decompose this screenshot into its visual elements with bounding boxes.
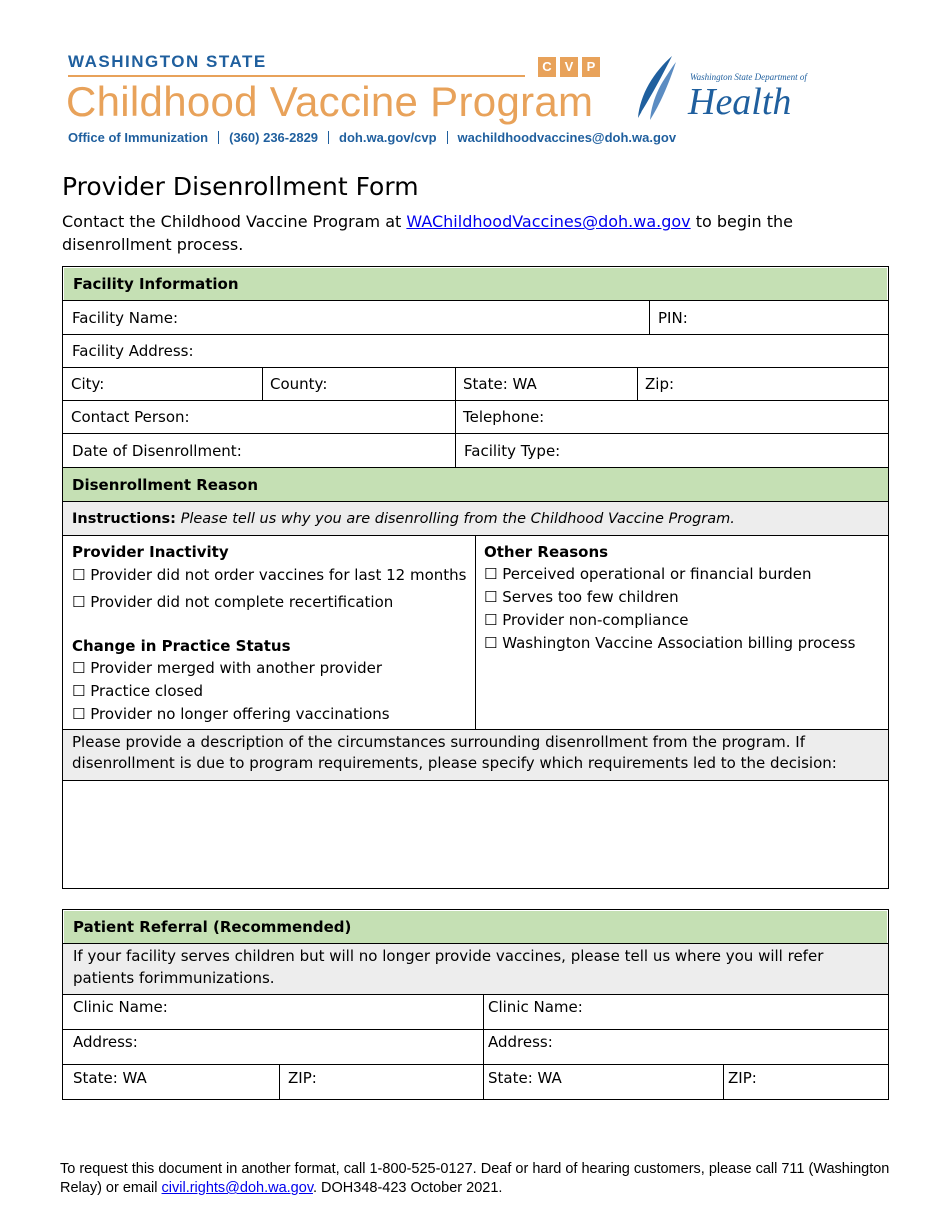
doh-health-wordmark: Health — [688, 81, 792, 123]
referral-note: If your facility serves children but will no longer provide vaccines, please tell us where you will refer patients forimmunizations. — [63, 944, 888, 994]
clinic-name-field-1[interactable]: Clinic Name: — [73, 998, 168, 1016]
page-title: Provider Disenrollment Form — [62, 172, 419, 201]
doh-subtitle: Washington State Department of — [690, 72, 807, 82]
clinic-address-field-2[interactable]: Address: — [488, 1033, 553, 1051]
facility-type-field[interactable]: Facility Type: — [464, 441, 561, 460]
pin-field[interactable]: PIN: — [658, 308, 688, 327]
badge-letter-p: P — [582, 57, 600, 77]
office-name: Office of Immunization — [68, 130, 209, 145]
checkbox-icon[interactable]: ☐ — [72, 593, 86, 611]
checkbox-no-orders[interactable]: ☐ Provider did not order vaccines for last 12 months — [72, 566, 467, 584]
telephone-field[interactable]: Telephone: — [463, 408, 545, 426]
description-prompt: Please provide a description of the circumstances surrounding disenrollment from the program. If disenrollment is due to program requirements, please specify which requirements led to the decision: — [63, 730, 888, 780]
office-website: doh.wa.gov/cvp — [339, 130, 437, 145]
checkbox-merged[interactable]: ☐ Provider merged with another provider — [72, 659, 383, 677]
civil-rights-email-link[interactable]: civil.rights@doh.wa.gov — [161, 1180, 313, 1196]
checkbox-icon[interactable]: ☐ — [484, 634, 498, 652]
facility-name-field[interactable]: Facility Name: — [72, 308, 179, 327]
clinic-zip-field-2[interactable]: ZIP: — [728, 1069, 757, 1087]
checkbox-icon[interactable]: ☐ — [484, 611, 498, 629]
program-email-link[interactable]: WAChildhoodVaccines@doh.wa.gov — [406, 212, 691, 231]
contact-line — [68, 130, 676, 145]
disenrollment-date-field[interactable]: Date of Disenrollment: — [72, 441, 242, 460]
city-field[interactable]: City: — [71, 375, 105, 393]
program-title: Childhood Vaccine Program — [66, 78, 594, 125]
state-field[interactable]: State: WA — [463, 375, 537, 393]
reason-heading: Disenrollment Reason — [63, 468, 888, 501]
badge-letter-c: C — [538, 57, 556, 77]
other-reasons-heading: Other Reasons — [484, 543, 609, 561]
inactivity-heading: Provider Inactivity — [72, 543, 229, 561]
checkbox-wva-billing[interactable]: ☐ Washington Vaccine Association billing process — [484, 634, 856, 652]
checkbox-icon[interactable]: ☐ — [72, 566, 86, 584]
checkbox-no-vaccinations[interactable]: ☐ Provider no longer offering vaccinations — [72, 705, 390, 723]
office-email: wachildhoodvaccines@doh.wa.gov — [457, 130, 677, 145]
state-label: WASHINGTON STATE — [68, 52, 267, 71]
accessibility-footer: To request this document in another format, call 1-800-525-0127. Deaf or hard of hearing customers, please call 711 (Washington Relay) or email civil.rights@doh.wa.gov. DOH348-423 October 2021. — [60, 1161, 890, 1196]
checkbox-no-recertification[interactable]: ☐ Provider did not complete recertification — [72, 593, 394, 611]
checkbox-icon[interactable]: ☐ — [72, 682, 86, 700]
checkbox-icon[interactable]: ☐ — [72, 659, 86, 677]
clinic-name-field-2[interactable]: Clinic Name: — [488, 998, 583, 1016]
office-phone: (360) 236-2829 — [229, 130, 319, 145]
facility-heading: Facility Information — [64, 268, 887, 300]
header-rule — [68, 75, 525, 77]
checkbox-icon[interactable]: ☐ — [484, 565, 498, 583]
checkbox-non-compliance[interactable]: ☐ Provider non-compliance — [484, 611, 689, 629]
intro-text: Contact the Childhood Vaccine Program at WAChildhoodVaccines@doh.wa.gov to begin the disenrollment process. — [62, 212, 793, 254]
checkbox-burden[interactable]: ☐ Perceived operational or financial burden — [484, 565, 812, 583]
instructions-row: Instructions: Please tell us why you are disenrolling from the Childhood Vaccine Program. — [63, 502, 888, 535]
county-field[interactable]: County: — [270, 375, 328, 393]
clinic-state-field-1[interactable]: State: WA — [73, 1069, 147, 1087]
clinic-address-field-1[interactable]: Address: — [73, 1033, 138, 1051]
checkbox-few-children[interactable]: ☐ Serves too few children — [484, 588, 679, 606]
clinic-zip-field-1[interactable]: ZIP: — [288, 1069, 317, 1087]
checkbox-icon[interactable]: ☐ — [484, 588, 498, 606]
contact-person-field[interactable]: Contact Person: — [71, 408, 190, 426]
practice-status-heading: Change in Practice Status — [72, 637, 291, 655]
badge-letter-v: V — [560, 57, 578, 77]
referral-heading: Patient Referral (Recommended) — [64, 911, 887, 943]
zip-field[interactable]: Zip: — [645, 375, 675, 393]
checkbox-practice-closed[interactable]: ☐ Practice closed — [72, 682, 204, 700]
description-textarea[interactable] — [63, 781, 888, 887]
clinic-state-field-2[interactable]: State: WA — [488, 1069, 562, 1087]
checkbox-icon[interactable]: ☐ — [72, 705, 86, 723]
facility-address-field[interactable]: Facility Address: — [72, 342, 194, 360]
